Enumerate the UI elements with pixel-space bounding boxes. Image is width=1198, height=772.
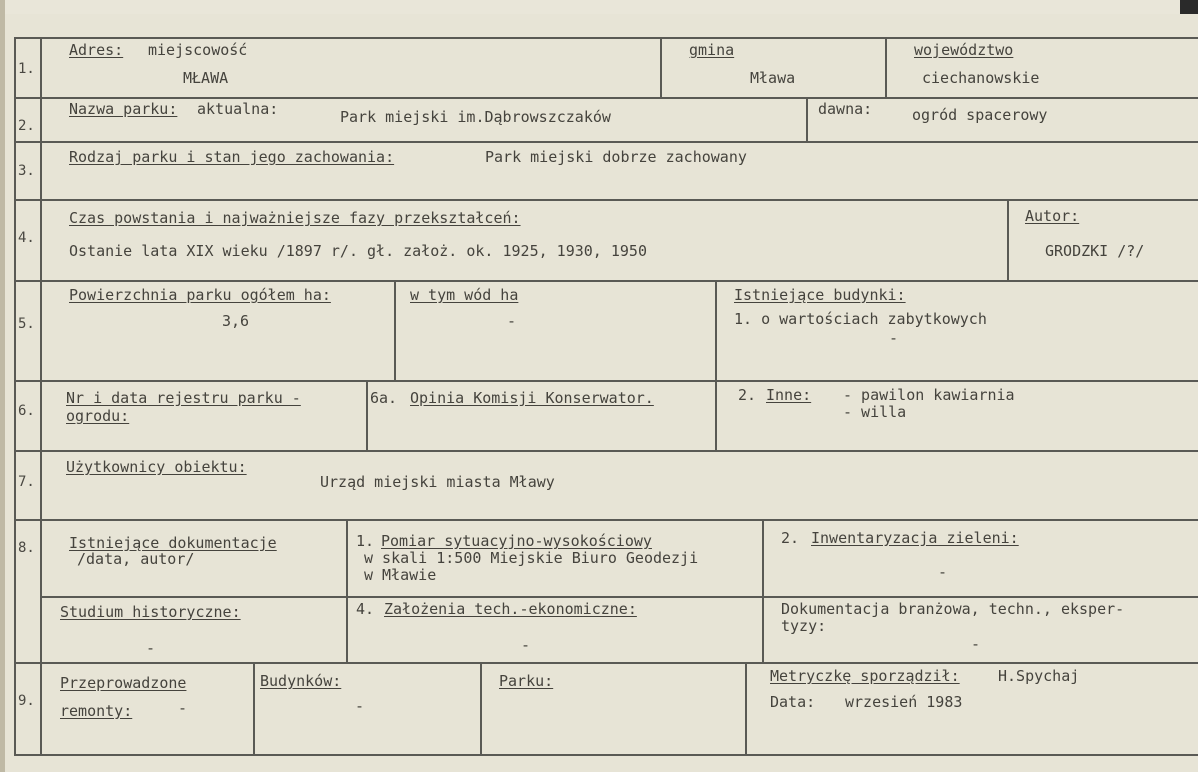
pomiar-line-2: w skali 1:500 Miejskie Biuro Geodezji [364, 549, 699, 567]
row-number: 8. [18, 540, 35, 556]
grid-line [14, 450, 1198, 452]
dokumentacje-sublabel: /data, autor/ [77, 550, 195, 568]
studium-label: Studium historyczne: [60, 603, 241, 621]
grid-line [745, 662, 747, 756]
grid-line [14, 37, 16, 756]
wojewodztwo-label: województwo [914, 41, 1014, 59]
aktualna-label: aktualna: [197, 100, 279, 118]
grid-line [14, 519, 1198, 521]
data-value: wrzesień 1983 [845, 693, 963, 711]
grid-line [14, 97, 1198, 99]
grid-line [14, 280, 1198, 282]
budynki-label: Istniejące budynki: [734, 286, 906, 304]
grid-line [660, 37, 662, 99]
miejscowosc-label: miejscowość [148, 41, 248, 59]
grid-line [14, 37, 1198, 39]
grid-line [885, 37, 887, 99]
wod-value: - [507, 312, 517, 330]
grid-line [14, 141, 1198, 143]
miejscowosc-value: MŁAWA [183, 69, 229, 87]
grid-line [762, 519, 764, 664]
card-top-band [0, 0, 1198, 14]
budynki-item-1-value: - [889, 329, 899, 347]
row-number: 2. [18, 118, 35, 134]
grid-line [14, 662, 1198, 664]
metryczke-label: Metryczkę sporządził: [770, 667, 960, 685]
grid-line [346, 519, 348, 598]
inne-label: Inne: [766, 386, 812, 404]
grid-line [40, 37, 42, 756]
opinia-prefix: 6a. [370, 389, 398, 407]
dark-corner-strip [1180, 0, 1198, 14]
pomiar-prefix: 1. [356, 532, 375, 550]
grid-line [366, 380, 368, 452]
dokumentacje-label: Istniejące dokumentacje [69, 534, 277, 552]
row-number: 7. [18, 474, 35, 490]
inne-prefix: 2. [738, 386, 757, 404]
row-number: 1. [18, 61, 35, 77]
rodzaj-label: Rodzaj parku i stan jego zachowania: [69, 148, 395, 166]
grid-line [480, 662, 482, 756]
branzowa-label: Dokumentacja branżowa, techn., eksper- [781, 600, 1125, 618]
autor-label: Autor: [1025, 207, 1080, 225]
grid-line [394, 280, 396, 382]
czas-value: Ostanie lata XIX wieku /1897 r/. gł. założ. ok. 1925, 1930, 1950 [69, 242, 647, 260]
grid-line [14, 754, 1198, 756]
branzowa-label-2: tyzy: [781, 617, 827, 635]
inwentaryzacja-prefix: 2. [781, 529, 800, 547]
autor-value: GRODZKI /?/ [1045, 242, 1145, 260]
wod-label: w tym wód ha [410, 286, 519, 304]
inwentaryzacja-value: - [938, 563, 948, 581]
branzowa-value: - [971, 635, 981, 653]
gmina-label: gmina [689, 41, 735, 59]
inne-item-2: - willa [843, 403, 907, 421]
pomiar-line-3: w Mławie [364, 566, 437, 584]
zalozenia-prefix: 4. [356, 600, 375, 618]
gmina-value: Mława [750, 69, 796, 87]
budynkow-value: - [355, 697, 365, 715]
budynki-item-1: 1. o wartościach zabytkowych [734, 310, 987, 328]
grid-line [346, 596, 348, 664]
remonty-label: Przeprowadzone [60, 674, 187, 692]
adres-label: Adres: [69, 41, 124, 59]
dawna-value: ogród spacerowy [912, 106, 1048, 124]
data-label: Data: [770, 693, 816, 711]
studium-value: - [146, 639, 156, 657]
row-number: 5. [18, 316, 35, 332]
grid-line [14, 380, 1198, 382]
grid-line [14, 199, 1198, 201]
grid-line [40, 596, 1198, 598]
pomiar-label: Pomiar sytuacyjno-wysokościowy [381, 532, 652, 550]
grid-line [1007, 199, 1009, 282]
rodzaj-value: Park miejski dobrze zachowany [485, 148, 747, 166]
budynkow-label: Budynków: [260, 672, 342, 690]
remonty-label-2: remonty: [60, 702, 133, 720]
opinia-label: Opinia Komisji Konserwator. [410, 389, 654, 407]
uzytkownicy-label: Użytkownicy obiektu: [66, 458, 247, 476]
rejestr-label-2: ogrodu: [66, 407, 130, 425]
grid-line [806, 97, 808, 143]
inne-item-1: - pawilon kawiarnia [843, 386, 1015, 404]
nazwa-parku-label: Nazwa parku: [69, 100, 178, 118]
row-number: 4. [18, 230, 35, 246]
wojewodztwo-value: ciechanowskie [922, 69, 1040, 87]
remonty-value: - [178, 699, 188, 717]
row-number: 9. [18, 693, 35, 709]
parku-label: Parku: [499, 672, 554, 690]
aktualna-value: Park miejski im.Dąbrowszczaków [340, 108, 611, 126]
card-left-edge [0, 0, 5, 772]
uzytkownicy-value: Urząd miejski miasta Mławy [320, 473, 555, 491]
zalozenia-label: Założenia tech.-ekonomiczne: [384, 600, 637, 618]
grid-line [253, 662, 255, 756]
inwentaryzacja-label: Inwentaryzacja zieleni: [811, 529, 1019, 547]
czas-label: Czas powstania i najważniejsze fazy przekształceń: [69, 209, 521, 227]
powierzchnia-label: Powierzchnia parku ogółem ha: [69, 286, 331, 304]
metryczke-value: H.Spychaj [998, 667, 1080, 685]
row-number: 6. [18, 403, 35, 419]
powierzchnia-value: 3,6 [222, 312, 250, 330]
dawna-label: dawna: [818, 100, 873, 118]
row-number: 3. [18, 163, 35, 179]
rejestr-label: Nr i data rejestru parku - [66, 389, 301, 407]
grid-line [715, 280, 717, 452]
zalozenia-value: - [521, 636, 531, 654]
